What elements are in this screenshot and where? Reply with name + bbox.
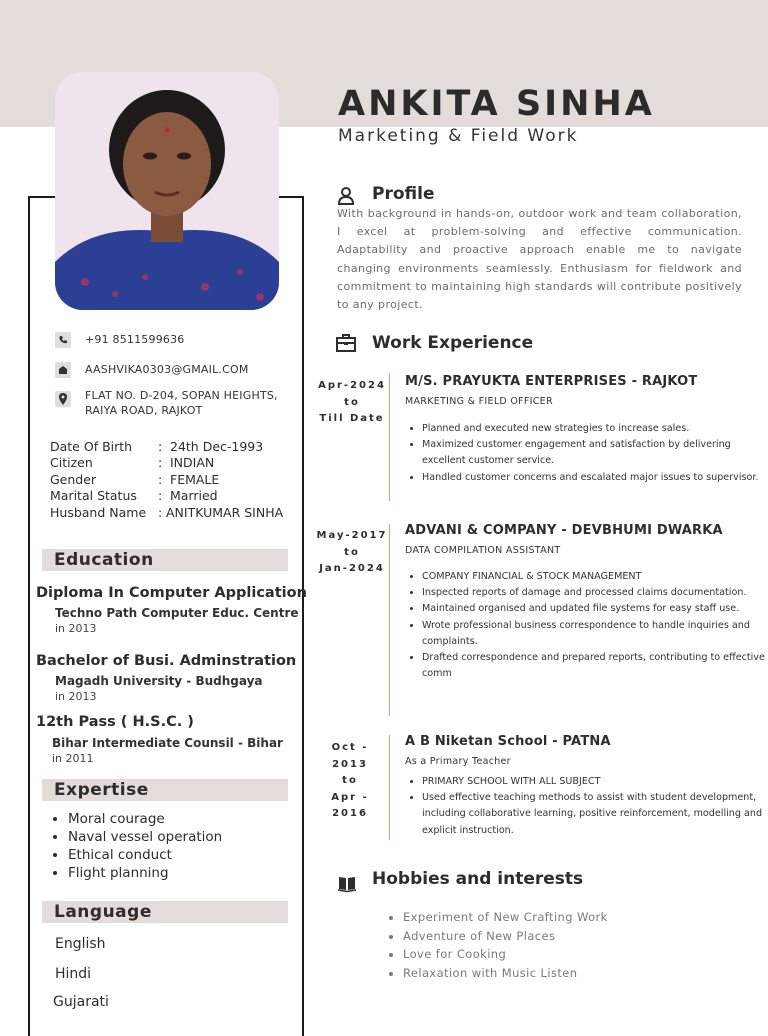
profile-title: Profile: [372, 184, 435, 204]
list-item: • Relaxation with Music Listen: [403, 964, 608, 983]
list-item: • COMPANY FINANCIAL & STOCK MANAGEMENT: [422, 569, 768, 585]
detail-row: Date Of Birth : 24th Dec-1993: [50, 438, 264, 454]
address-line-2: RAIYA ROAD, RAJKOT: [85, 404, 203, 417]
portrait-image: [55, 72, 279, 310]
briefcase-icon: [336, 333, 356, 353]
job-company-2: ADVANI & COMPANY - DEVBHUMI DWARKA: [405, 523, 723, 538]
job-date-2: May-2017 to Jan-2024: [316, 530, 388, 574]
timeline-line: [389, 735, 390, 840]
candidate-role: Marketing & Field Work: [338, 126, 579, 146]
phone-row: [55, 332, 185, 348]
edu-degree-1: Diploma In Computer Application: [36, 585, 307, 601]
list-item: • Adventure of New Places: [403, 927, 608, 946]
book-icon: [337, 873, 357, 893]
job-date-1: Apr-2024 to Till Date: [318, 380, 386, 424]
job-position-2: DATA COMPILATION ASSISTANT: [405, 545, 561, 556]
list-item: • Planned and executed new strategies to increase sales.: [422, 421, 768, 437]
list-item: • Experiment of New Crafting Work: [403, 908, 608, 927]
job-position-3: As a Primary Teacher: [405, 756, 511, 767]
address-line-1: FLAT NO. D-204, SOPAN HEIGHTS,: [85, 389, 278, 402]
edu-year-3: in 2011: [52, 752, 94, 765]
list-item: • Inspected reports of damage and processed claims documentation.: [422, 585, 768, 601]
profile-text: With background in hands-on, outdoor work and team collaboration, I excel at problem-solving and effective communication. Adaptability and proactive approach enable me to navigate changing environments seamlessly. Enthusiasm for fieldwork and commitment to maintaining high standards will contribute positively to any project.: [337, 207, 742, 312]
edu-institute-3: Bihar Intermediate Counsil - Bihar: [52, 736, 283, 750]
job-date-3: Oct - 2013 to Apr - 2016: [331, 742, 369, 819]
person-icon: [336, 186, 356, 206]
list-item: • Maximized customer engagement and satisfaction by delivering excellent customer service.: [422, 437, 768, 469]
list-item: • PRIMARY SCHOOL WITH ALL SUBJECT: [422, 774, 768, 790]
phone-number: +91 8511599636: [85, 333, 185, 346]
edu-institute-1: Techno Path Computer Educ. Centre: [55, 606, 299, 620]
list-item: • Flight planning: [68, 864, 222, 882]
candidate-name: ANKITA SINHA: [338, 84, 655, 124]
list-item: • Naval vessel operation: [68, 828, 222, 846]
detail-row: Gender : FEMALE: [50, 471, 220, 487]
list-item: • Ethical conduct: [68, 846, 222, 864]
hobbies-title: Hobbies and interests: [372, 869, 584, 889]
list-item: • Love for Cooking: [403, 945, 608, 964]
job-bullets-1: [405, 421, 768, 486]
work-title: Work Experience: [372, 333, 534, 353]
edu-degree-2: Bachelor of Busi. Adminstration: [36, 653, 297, 669]
job-company-3: A B Niketan School - PATNA: [405, 734, 611, 749]
language-header: Language: [42, 901, 288, 923]
timeline-line: [389, 524, 390, 716]
detail-row: Marital Status : Married: [50, 488, 218, 504]
timeline-line: [389, 374, 390, 501]
language-item: English: [55, 936, 106, 952]
phone-icon: [55, 332, 71, 348]
detail-row: Husband Name : ANITKUMAR SINHA: [50, 504, 284, 520]
personal-details: [50, 438, 283, 521]
expertise-header: Expertise: [42, 779, 288, 801]
email-row: [55, 362, 249, 378]
edu-institute-2: Magadh University - Budhgaya: [55, 674, 263, 688]
address-row: [55, 388, 278, 418]
list-item: • Handled customer concerns and escalated major issues to supervisor.: [422, 470, 768, 486]
list-item: • Drafted correspondence and prepared reports, contributing to effective comm: [422, 650, 768, 682]
edu-degree-3: 12th Pass ( H.S.C. ): [36, 714, 194, 730]
language-item: Gujarati: [53, 994, 109, 1010]
expertise-list: [44, 810, 222, 882]
hobbies-list: [387, 908, 608, 982]
email-address: AASHVIKA0303@GMAIL.COM: [85, 363, 249, 376]
job-bullets-3: [405, 774, 768, 839]
edu-year-2: in 2013: [55, 690, 97, 703]
job-bullets-2: [405, 569, 768, 682]
list-item: • Used effective teaching methods to assist with student development, including collaborative learning, positive reinforcement, modelling and explicit instruction.: [422, 790, 768, 839]
detail-row: Citizen : INDIAN: [50, 455, 215, 471]
location-pin-icon: [55, 391, 71, 407]
edu-year-1: in 2013: [55, 622, 97, 635]
list-item: • Wrote professional business correspondence to handle inquiries and complaints.: [422, 618, 768, 650]
list-item: • Moral courage: [68, 810, 222, 828]
job-company-1: M/S. PRAYUKTA ENTERPRISES - RAJKOT: [405, 374, 698, 389]
list-item: • Maintained organised and updated file systems for easy staff use.: [422, 601, 768, 617]
profile-photo: [55, 72, 279, 310]
language-item: Hindi: [55, 966, 92, 982]
education-header: Education: [42, 549, 288, 571]
email-icon: [55, 362, 71, 378]
job-position-1: MARKETING & FIELD OFFICER: [405, 396, 553, 407]
